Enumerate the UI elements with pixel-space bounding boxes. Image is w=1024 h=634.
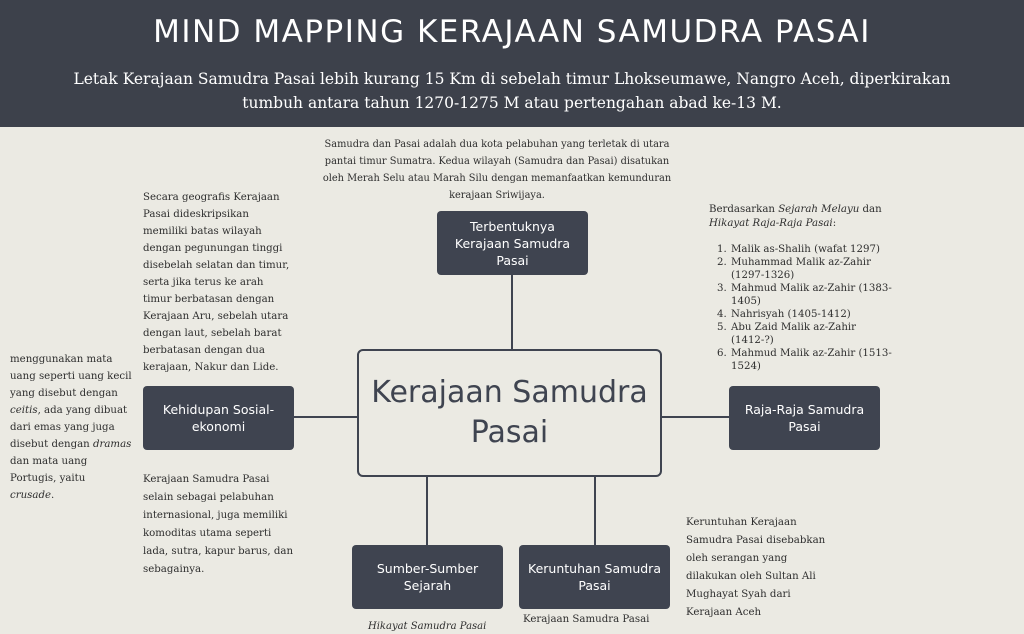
note-bottom: Kerajaan Samudra Pasai — [523, 614, 650, 625]
king-number: 4. — [717, 309, 727, 320]
note-geografis: Secara geografis Kerajaan Pasai dideskripsikan memiliki batas wilayah dengan pegunungan tinggi disebelah selatan dan timur, serta jika terus ke arah timur berbatasan dengan Kerajaan Aru, sebelah utara dengan laut, sebelah barat berbatasan dengan dua kerajaan, Nakur dan Lide. — [143, 192, 290, 373]
term-hikayat-raja: Hikayat Raja-Raja Pasai — [709, 218, 833, 229]
node-kehidupan-sosial-ekonomi — [143, 386, 294, 450]
raja-intro-text-1: Berdasarkan — [709, 204, 779, 215]
king-number: 6. — [717, 348, 727, 359]
king-item — [709, 282, 895, 308]
node-keruntuhan-label: Keruntuhan Samudra Pasai — [528, 561, 661, 593]
connector-top — [511, 274, 513, 350]
term-crusade: crusade — [10, 490, 51, 501]
connector-left — [293, 416, 358, 418]
note-mata-uang-text-1: menggunakan mata uang seperti uang kecil yang disebut dengan — [10, 354, 132, 399]
node-terbentuknya — [437, 211, 588, 275]
king-name: Nahrisyah (1405-1412) — [731, 309, 851, 320]
king-name: Abu Zaid Malik az-Zahir (1412-?) — [731, 322, 857, 346]
raja-intro-text-3: : — [832, 218, 837, 229]
kings-list — [709, 243, 895, 373]
page-title: MIND MAPPING KERAJAAN SAMUDRA PASAI — [153, 14, 871, 50]
note-mata-uang — [10, 351, 132, 504]
note-mata-uang-text-2: , ada yang dibuat dari emas yang juga disebut dengan — [10, 405, 128, 450]
note-sumber — [368, 620, 498, 634]
term-ceitis: ceitis — [10, 405, 38, 416]
connector-bottom-left — [426, 476, 428, 545]
king-number: 2. — [717, 257, 727, 268]
note-pelabuhan: Kerajaan Samudra Pasai selain sebagai pelabuhan internasional, juga memiliki komoditas utama seperti lada, sutra, kapur barus, dan sebagainya. — [143, 474, 294, 575]
note-sumber-text: Hikayat Samudra Pasai — [368, 621, 487, 632]
connector-right — [662, 416, 729, 418]
note-mata-uang-text-4: . — [51, 490, 55, 501]
king-item — [709, 321, 895, 347]
king-item — [709, 256, 895, 282]
central-node-label: Kerajaan Samudra Pasai — [371, 375, 648, 450]
raja-intro-text-2: dan — [859, 204, 882, 215]
page-subtitle: Letak Kerajaan Samudra Pasai lebih kurang 15 Km di sebelah timur Lhokseumawe, Nangro Aceh, diperkirakan tumbuh antara tahun 1270-1275 M atau pertengahan abad ke-13 M. — [73, 70, 951, 112]
header-banner — [0, 0, 1024, 127]
king-name: Mahmud Malik az-Zahir (1513-1524) — [731, 348, 892, 372]
king-item — [709, 308, 895, 321]
king-number: 1. — [717, 244, 727, 255]
node-kehidupan-label: Kehidupan Sosial-ekonomi — [162, 402, 275, 434]
king-name: Malik as-Shalih (wafat 1297) — [731, 244, 880, 255]
king-item — [709, 243, 895, 256]
king-number: 3. — [717, 283, 727, 294]
note-raja-intro — [709, 203, 895, 231]
note-raja-list — [709, 203, 895, 373]
note-mata-uang-text-3: dan mata uang Portugis, yaitu — [10, 456, 88, 484]
term-dramas: dramas — [92, 439, 132, 450]
node-sumber-label: Sumber-Sumber Sejarah — [376, 561, 479, 593]
king-item — [709, 347, 895, 373]
node-raja-label: Raja-Raja Samudra Pasai — [744, 402, 865, 434]
note-keruntuhan: Keruntuhan Kerajaan Samudra Pasai disebabkan oleh serangan yang dilakukan oleh Sultan Ali Mughayat Syah dari Kerajaan Aceh — [686, 517, 826, 618]
king-name: Mahmud Malik az-Zahir (1383-1405) — [731, 283, 892, 307]
note-terbentuknya: Samudra dan Pasai adalah dua kota pelabuhan yang terletak di utara pantai timur Sumatra. Kedua wilayah (Samudra dan Pasai) disatukan oleh Merah Selu atau Marah Silu dengan memanfaatkan kemunduran kerajaan Sriwijaya. — [322, 139, 672, 201]
node-raja-raja — [729, 386, 880, 450]
central-node — [357, 349, 662, 477]
king-name: Muhammad Malik az-Zahir (1297-1326) — [731, 257, 871, 281]
node-terbentuknya-label: Terbentuknya Kerajaan Samudra Pasai — [454, 218, 571, 268]
connector-bottom-right — [594, 476, 596, 545]
term-sejarah-melayu: Sejarah Melayu — [778, 204, 860, 215]
node-keruntuhan — [519, 545, 670, 609]
king-number: 5. — [717, 322, 727, 333]
node-sumber-sejarah — [352, 545, 503, 609]
